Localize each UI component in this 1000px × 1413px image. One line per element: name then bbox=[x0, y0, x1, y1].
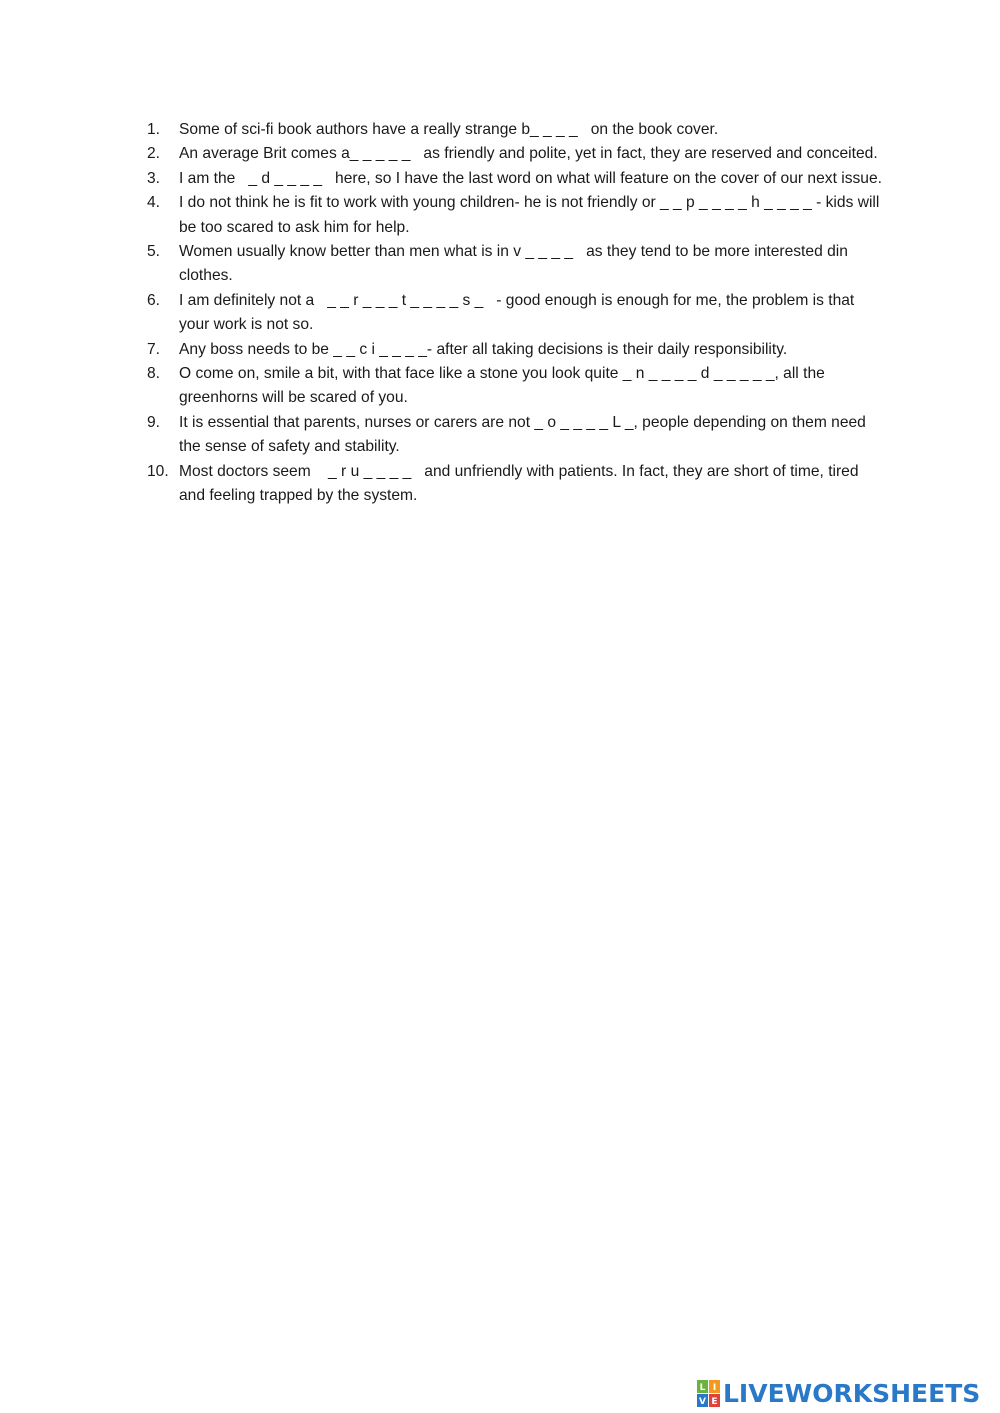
exercise-text: Most doctors seem _ r u _ _ _ _ and unfriendly with patients. In fact, they are short of time, tired and feeling trapped by the system. bbox=[179, 462, 863, 505]
svg-text:L: L bbox=[699, 1383, 706, 1393]
exercise-item bbox=[147, 191, 883, 240]
exercise-number: 5. bbox=[147, 243, 161, 261]
svg-text:I: I bbox=[712, 1383, 717, 1393]
exercise-item bbox=[147, 460, 883, 509]
exercise-item bbox=[147, 167, 883, 191]
exercise-number: 4. bbox=[147, 194, 161, 212]
exercise-number: 10. bbox=[147, 462, 169, 480]
exercise-number: 8. bbox=[147, 365, 161, 383]
exercise-text: Any boss needs to be _ _ c i _ _ _ _- after all taking decisions is their daily responsibility. bbox=[179, 340, 788, 358]
svg-text:V: V bbox=[699, 1397, 706, 1407]
exercise-number: 9. bbox=[147, 413, 161, 431]
exercise-text: I am definitely not a _ _ r _ _ _ t _ _ _ _ s _ - good enough is enough for me, the problem is that your work is not so. bbox=[179, 291, 859, 334]
exercise-item bbox=[147, 411, 883, 460]
exercise-text: I do not think he is fit to work with young children- he is not friendly or _ _ p _ _ _ _ h _ _ _ _ - kids will be too scared to ask him for help. bbox=[179, 194, 884, 236]
exercise-item bbox=[147, 118, 883, 142]
exercise-item bbox=[147, 142, 883, 166]
exercise-text: I am the _ d _ _ _ _ here, so I have the last word on what will feature on the cover of our next issue. bbox=[179, 169, 882, 187]
exercise-number: 1. bbox=[147, 121, 161, 138]
liveworksheets-logo[interactable] bbox=[697, 1378, 980, 1410]
exercise-number: 2. bbox=[147, 145, 161, 163]
exercise-item bbox=[147, 362, 883, 411]
svg-text:E: E bbox=[711, 1397, 718, 1407]
exercise-item bbox=[147, 240, 883, 289]
liveworksheets-logo-text: LIVEWORKSHEETS bbox=[723, 1379, 981, 1408]
exercise-text: It is essential that parents, nurses or carers are not _ o _ _ _ _ L _, people depending on them need the sense of safety and stability. bbox=[179, 413, 871, 456]
exercise-text: Some of sci-fi book authors have a really strange b_ _ _ _ on the book cover. bbox=[179, 121, 719, 138]
exercise-text: Women usually know better than men what is in v _ _ _ _ as they tend to be more interested din clothes. bbox=[179, 243, 853, 285]
exercise-list bbox=[147, 118, 883, 509]
liveworksheets-logo-icon bbox=[697, 1380, 721, 1408]
exercise-number: 7. bbox=[147, 340, 161, 358]
exercise-number: 3. bbox=[147, 169, 161, 187]
exercise-text: An average Brit comes a_ _ _ _ _ as friendly and polite, yet in fact, they are reserved and conceited. bbox=[179, 145, 878, 163]
exercise-item bbox=[147, 289, 883, 338]
exercise-number: 6. bbox=[147, 291, 161, 309]
exercise-text: O come on, smile a bit, with that face like a stone you look quite _ n _ _ _ _ d _ _ _ _ _, all the greenhorns will be scared of you. bbox=[179, 365, 830, 407]
exercise-item bbox=[147, 338, 883, 362]
